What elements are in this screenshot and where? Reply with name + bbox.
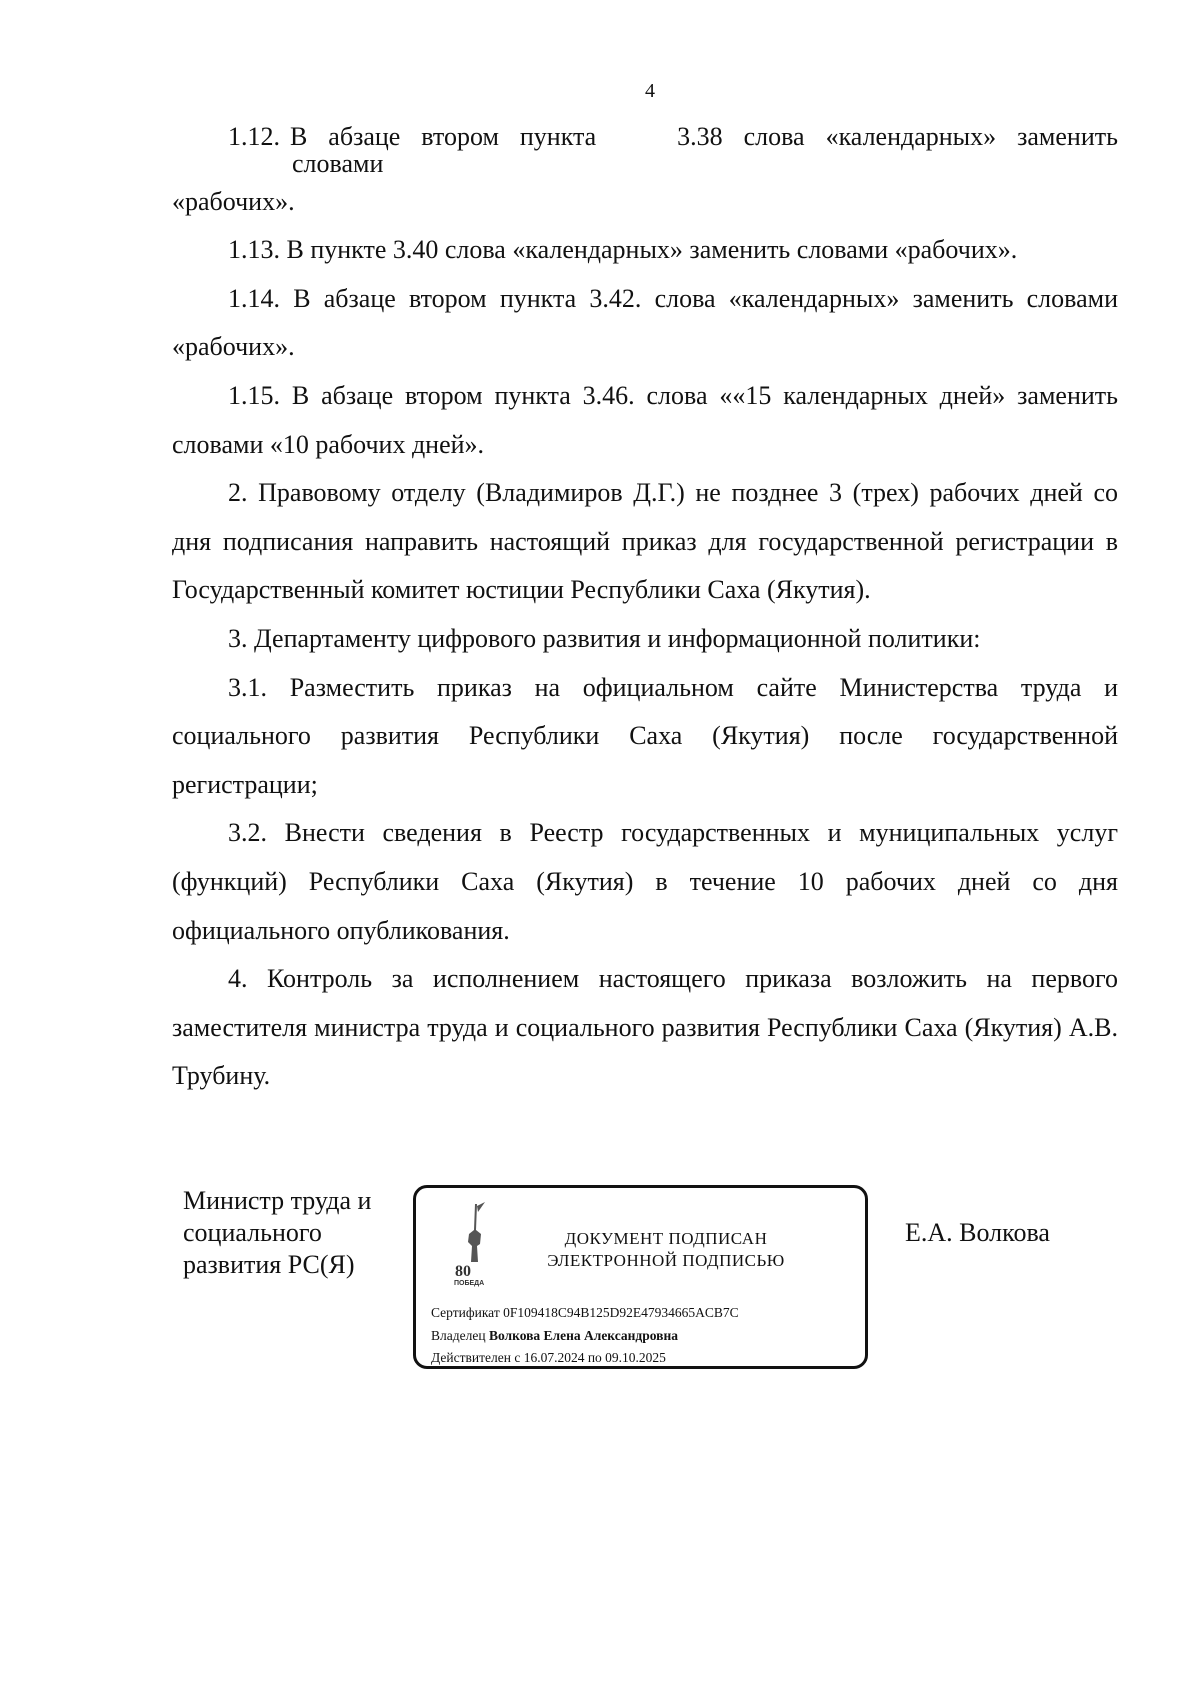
paragraph-3-2: 3.2. Внести сведения в Реестр государственных и муниципальных услуг (функций) Республики Саха (Якутия) в течение 10 рабочих дней со дня официального опубликования. [172, 818, 1118, 945]
svg-text:ПОБЕДА: ПОБЕДА [454, 1280, 485, 1287]
signer-position: Министр труда и социального развития РС(Я) [183, 1186, 372, 1279]
paragraph-3-1: 3.1. Разместить приказ на официальном сайте Министерства труда и социального развития Республики Саха (Якутия) после государственной регистрации; [172, 672, 1118, 799]
paragraph-number: 1.12. [228, 122, 280, 151]
paragraph-4: 4. Контроль за исполнением настоящего приказа возложить на первого заместителя министра труда и социального развития Республики Саха (Якутия) А.В. Трубину. [172, 964, 1118, 1091]
paragraph-1-13: 1.13. В пункте 3.40 слова «календарных» заменить словами «рабочих». [228, 235, 1018, 265]
stamp-title: ДОКУМЕНТ ПОДПИСАН ЭЛЕКТРОННОЙ ПОДПИСЬЮ [547, 1229, 785, 1270]
certificate-line: Сертификат 0F109418C94B125D92E47934665ACB7C [431, 1305, 739, 1320]
victory-80-logo-icon [451, 1200, 495, 1288]
paragraph-2: 2. Правовому отделу (Владимиров Д.Г.) не позднее 3 (трех) рабочих дней со дня подписания направить настоящий приказ для государственной регистрации в Государственный комитет юстиции Республики Саха (Якутия). [172, 478, 1118, 605]
signer-name: Е.А. Волкова [905, 1218, 1050, 1247]
paragraph-1-12: 1.12. В абзаце втором пункта 3.38 слова «календарных» заменить словами «рабочих». [172, 113, 1118, 226]
page-number: 4 [645, 80, 655, 102]
validity-line: Действителен с 16.07.2024 по 09.10.2025 [431, 1350, 666, 1365]
signature-block [0, 1185, 1200, 1385]
owner-line: Владелец Волкова Елена Александровна [431, 1328, 679, 1343]
paragraph-1-14: 1.14. В абзаце втором пункта 3.42. слова «календарных» заменить словами «рабочих». [172, 283, 1118, 362]
paragraph-3: 3. Департаменту цифрового развития и информационной политики: [228, 623, 981, 653]
document-body [172, 113, 1118, 1101]
paragraph-1-15: 1.15. В абзаце втором пункта 3.46. слова ««15 календарных дней» заменить словами «10 рабочих дней». [172, 380, 1118, 459]
svg-text:80: 80 [455, 1263, 471, 1280]
electronic-signature-stamp [413, 1185, 868, 1369]
